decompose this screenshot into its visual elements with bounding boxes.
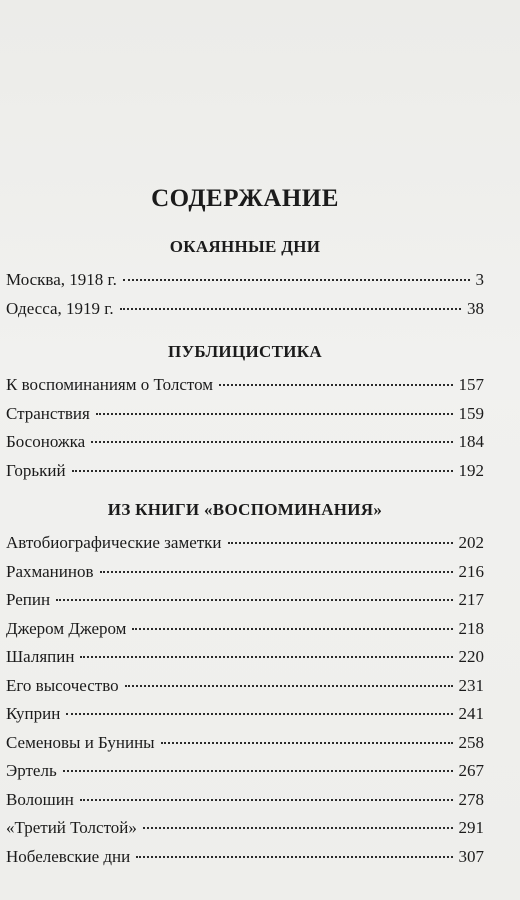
entry-title: «Третий Толстой» [6, 818, 137, 837]
dot-leader [56, 599, 452, 601]
toc-entry [6, 586, 484, 615]
toc-entry [6, 814, 484, 843]
entry-title: Одесса, 1919 г. [6, 298, 114, 318]
toc-entry [6, 400, 484, 429]
entry-title: Горький [6, 460, 66, 480]
entry-page-number: 184 [458, 432, 484, 451]
toc-entry [6, 757, 484, 786]
dot-leader [120, 308, 461, 310]
entry-page-number: 218 [458, 618, 484, 638]
entry-page-number: 3 [475, 270, 484, 289]
entry-title: Его высочество [6, 675, 119, 695]
toc-entry [6, 615, 484, 644]
toc-entry-list [6, 266, 484, 323]
entry-title: Босоножка [6, 432, 86, 451]
toc-entry-list [6, 529, 484, 871]
dot-leader [123, 279, 470, 281]
entry-page-number: 267 [458, 761, 484, 780]
entry-title: Семеновы и Бунины [6, 732, 155, 752]
entry-title: Рахманинов [6, 561, 94, 581]
toc-entry [6, 729, 484, 758]
toc-entry [6, 843, 484, 872]
entry-title: Эртель [6, 761, 57, 780]
entry-page-number: 307 [458, 846, 484, 866]
entry-title: Странствия [6, 403, 90, 423]
toc-entry [6, 672, 484, 701]
dot-leader [96, 413, 453, 415]
entry-title: Шаляпин [6, 647, 75, 666]
toc-section-okayannye-dni [6, 236, 484, 323]
dot-leader [228, 542, 453, 544]
toc-section-vospominaniya [6, 499, 484, 871]
toc-entry-list [6, 371, 484, 485]
entry-page-number: 157 [458, 375, 484, 394]
entry-title: Волошин [6, 789, 74, 809]
toc-entry [6, 428, 484, 457]
entry-page-number: 258 [458, 732, 484, 752]
toc-entry [6, 457, 484, 486]
entry-title: Джером Джером [6, 618, 127, 638]
entry-title: Репин [6, 590, 51, 609]
entry-page-number: 202 [458, 533, 484, 552]
dot-leader [125, 685, 453, 687]
entry-title: Нобелевские дни [6, 846, 131, 866]
dot-leader [100, 571, 453, 573]
entry-page-number: 278 [458, 789, 484, 809]
entry-page-number: 216 [458, 561, 484, 581]
entry-title: К воспоминаниям о Толстом [6, 375, 214, 394]
dot-leader [161, 742, 453, 744]
section-title: ИЗ КНИГИ «ВОСПОМИНАНИЯ» [107, 500, 383, 519]
toc-entry [6, 700, 484, 729]
entry-page-number: 220 [458, 647, 484, 666]
entry-title: Автобиографические заметки [6, 533, 222, 552]
dot-leader [80, 656, 452, 658]
toc-entry [6, 529, 484, 558]
dot-leader [63, 770, 453, 772]
toc-entry [6, 786, 484, 815]
dot-leader [66, 713, 452, 715]
dot-leader [91, 441, 452, 443]
entry-title: Москва, 1918 г. [6, 270, 117, 289]
dot-leader [143, 827, 453, 829]
entry-page-number: 291 [458, 818, 484, 837]
toc-entry [6, 371, 484, 400]
entry-page-number: 241 [458, 704, 484, 723]
toc-title: СОДЕРЖАНИЕ [151, 185, 339, 212]
entry-page-number: 159 [458, 403, 484, 423]
dot-leader [219, 384, 452, 386]
entry-page-number: 38 [467, 298, 484, 318]
toc-entry [6, 558, 484, 587]
entry-page-number: 217 [458, 590, 484, 609]
entry-title: Куприн [6, 704, 61, 723]
toc-entry [6, 295, 484, 324]
entry-page-number: 231 [458, 675, 484, 695]
section-title: ОКАЯННЫЕ ДНИ [169, 237, 321, 256]
entry-page-number: 192 [458, 460, 484, 480]
toc-section-publitsistika [6, 341, 484, 485]
section-title: ПУБЛИЦИСТИКА [168, 342, 322, 361]
dot-leader [80, 799, 453, 801]
dot-leader [136, 856, 452, 858]
toc-entry [6, 643, 484, 672]
toc-entry [6, 266, 484, 295]
dot-leader [72, 470, 453, 472]
dot-leader [132, 628, 452, 630]
